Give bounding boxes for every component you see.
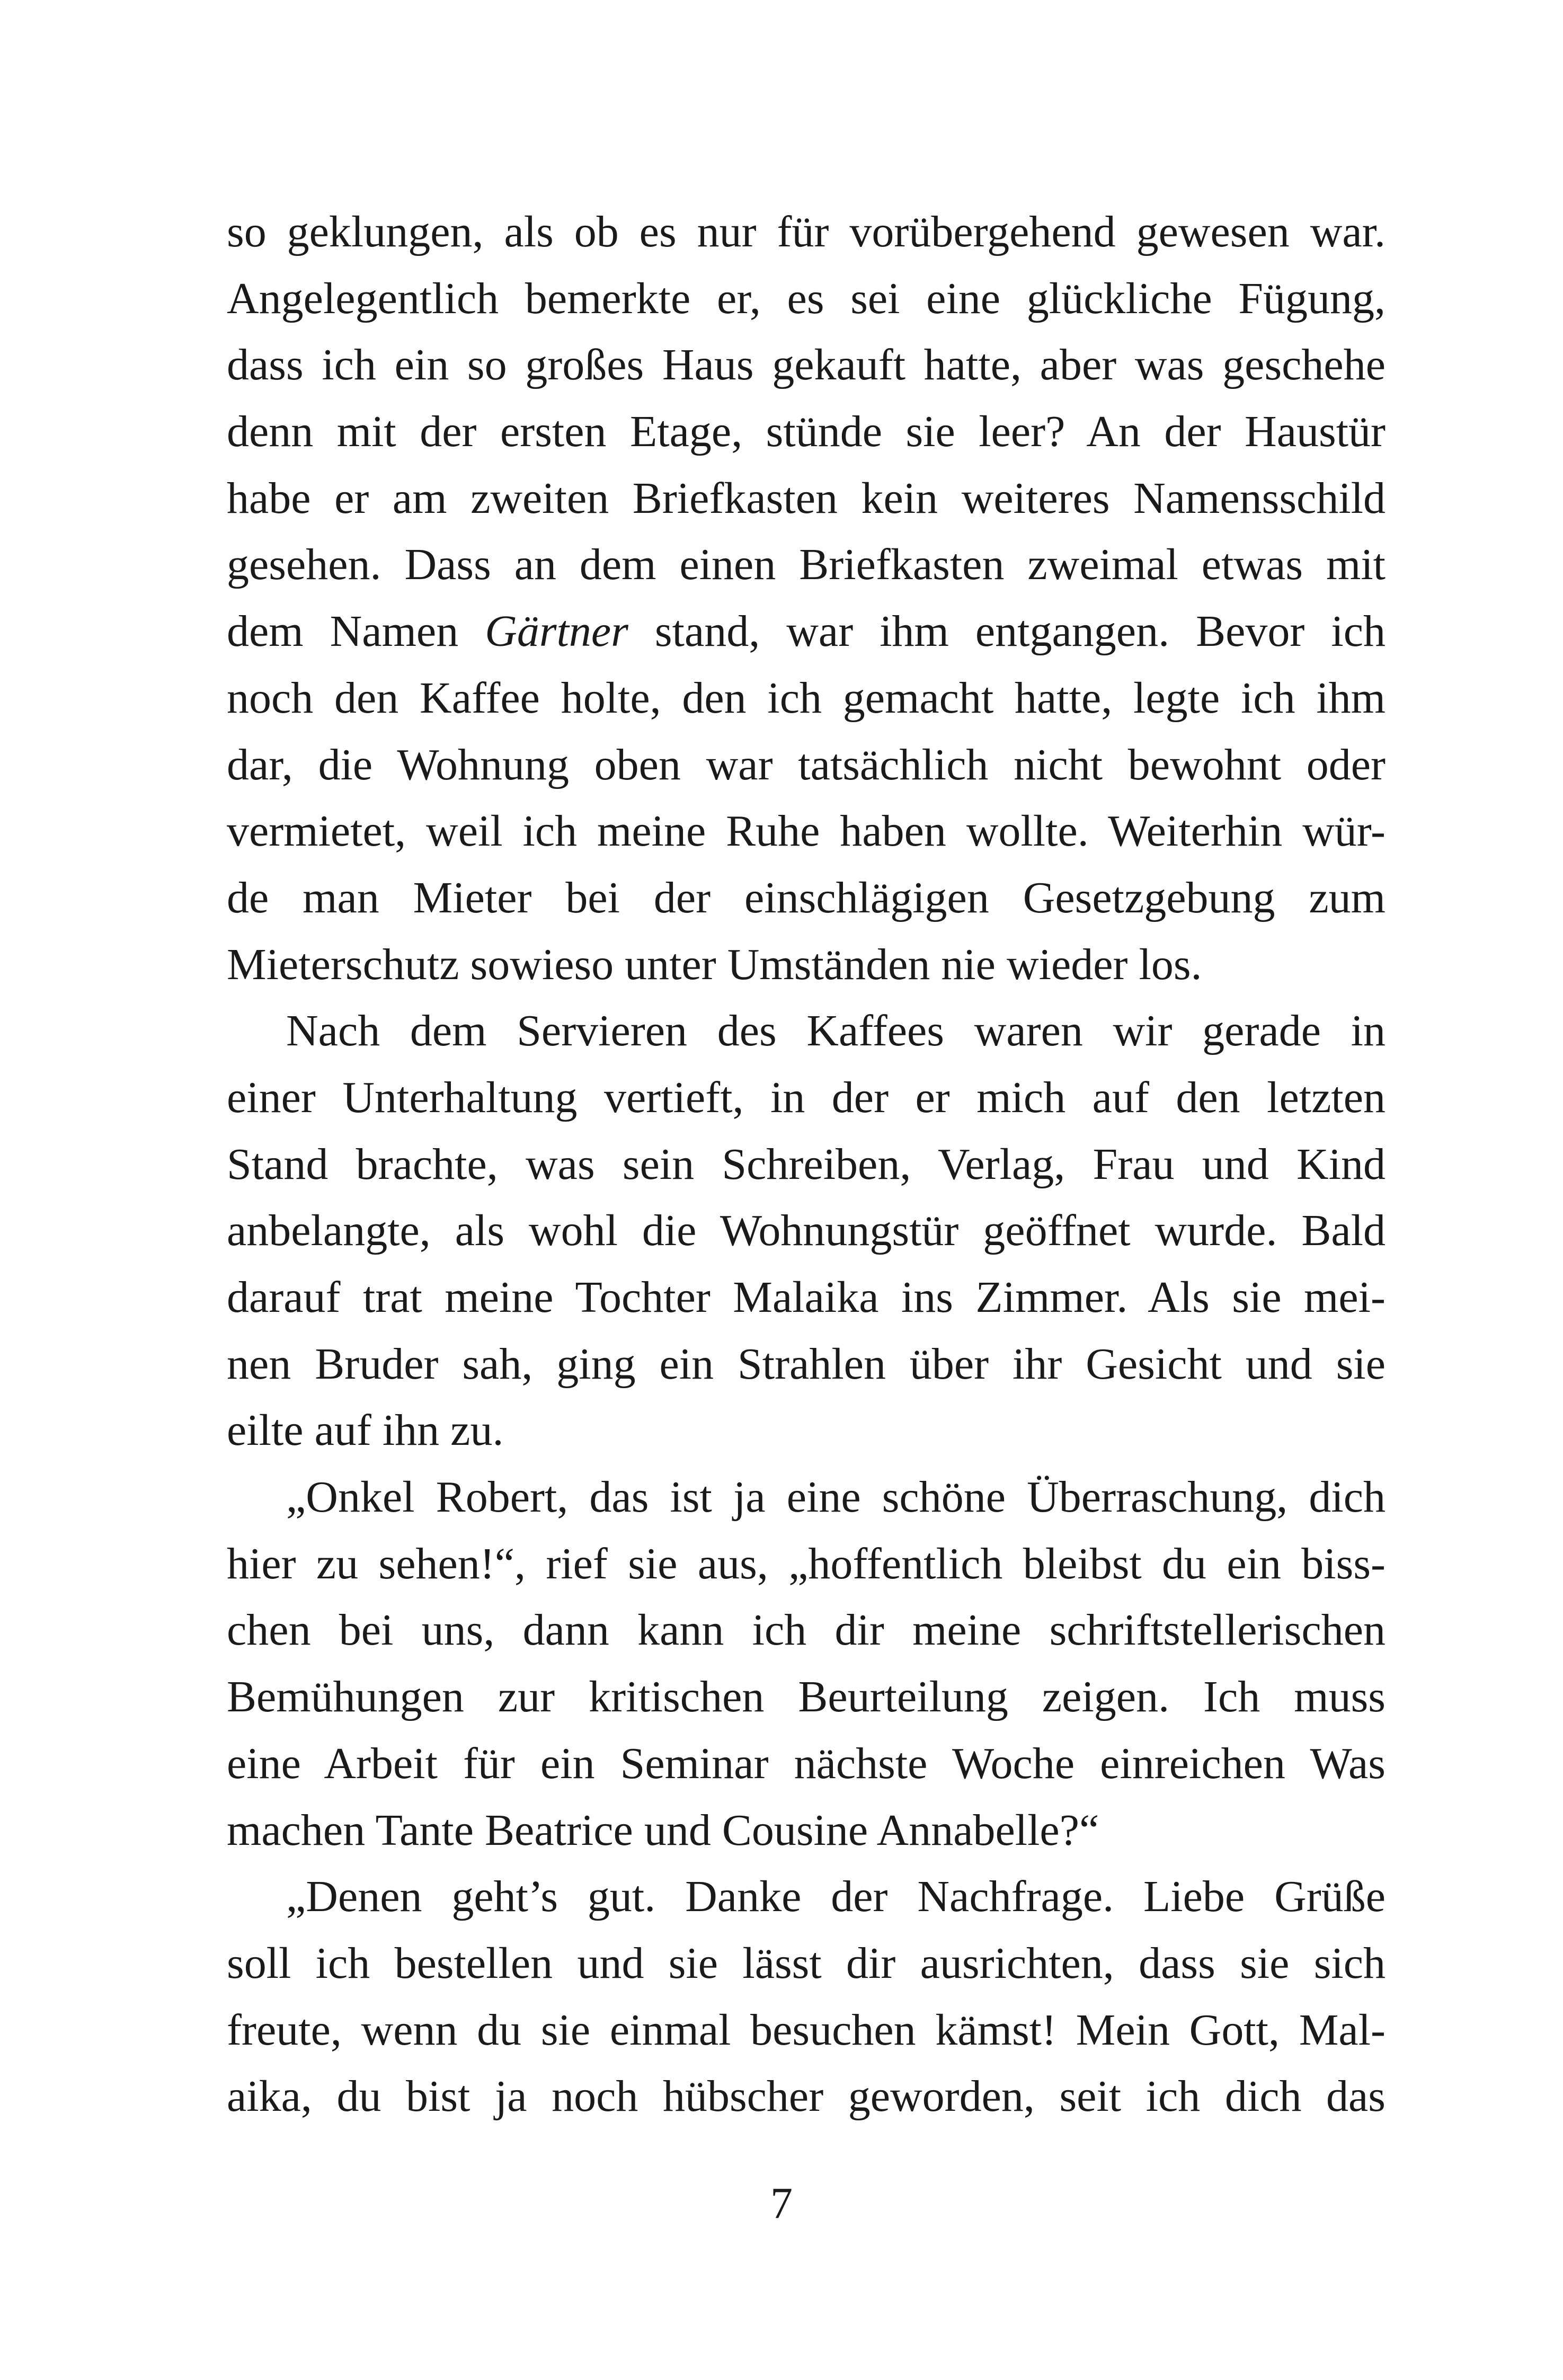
text-line: eine Arbeit für ein Seminar nächste Woche einreichen Was bbox=[227, 1738, 1386, 1788]
paragraph bbox=[227, 1863, 1386, 2130]
text-line: aika, du bist ja noch hübscher geworden, seit ich dich das bbox=[227, 2072, 1386, 2121]
text-line: „Onkel Robert, das ist ja eine schöne Überraschung, dich bbox=[286, 1472, 1386, 1522]
text-line: dar, die Wohnung oben war tatsächlich nicht bewohnt oder bbox=[227, 740, 1386, 789]
text-line: machen Tante Beatrice und Cousine Annabelle?“ bbox=[227, 1805, 1099, 1855]
text-line: einer Unterhaltung vertieft, in der er mich auf den letzten bbox=[227, 1072, 1386, 1122]
text-line: Stand brachte, was sein Schreiben, Verlag, Frau und Kind bbox=[227, 1139, 1386, 1189]
text-line: so geklungen, als ob es nur für vorübergehend gewesen war. bbox=[227, 207, 1386, 256]
text-line: dass ich ein so großes Haus gekauft hatte, aber was geschehe bbox=[227, 340, 1386, 390]
text-line: denn mit der ersten Etage, stünde sie leer? An der Haustür bbox=[227, 407, 1386, 457]
text-line: dem Namen Gärtner stand, war ihm entgangen. Bevor ich bbox=[227, 607, 1386, 656]
body-text bbox=[227, 199, 1386, 2130]
text-line: „Denen geht’s gut. Danke der Nachfrage. Liebe Grüße bbox=[286, 1872, 1386, 1922]
text-line: Nach dem Servieren des Kaffees waren wir gerade in bbox=[286, 1006, 1386, 1056]
text-line: noch den Kaffee holte, den ich gemacht hatte, legte ich ihm bbox=[227, 673, 1386, 723]
paragraph bbox=[227, 1464, 1386, 1863]
paragraph bbox=[227, 199, 1386, 998]
text-line: nen Bruder sah, ging ein Strahlen über ihr Gesicht und sie bbox=[227, 1339, 1386, 1389]
text-line: hier zu sehen!“, rief sie aus, „hoffentlich bleibst du ein biss- bbox=[227, 1539, 1386, 1588]
text-line: soll ich bestellen und sie lässt dir ausrichten, dass sie sich bbox=[227, 1938, 1386, 1988]
paragraph bbox=[227, 998, 1386, 1464]
text-line: Mieterschutz sowieso unter Umständen nie wieder los. bbox=[227, 939, 1202, 989]
text-line: chen bei uns, dann kann ich dir meine schriftstellerischen bbox=[227, 1605, 1386, 1655]
text-line: gesehen. Dass an dem einen Briefkasten zweimal etwas mit bbox=[227, 540, 1386, 590]
text-line: habe er am zweiten Briefkasten kein weiteres Namensschild bbox=[227, 473, 1386, 523]
italic-name: Gärtner bbox=[485, 607, 628, 656]
text-line: vermietet, weil ich meine Ruhe haben wollte. Weiterhin wür- bbox=[227, 806, 1386, 856]
text-line: de man Mieter bei der einschlägigen Gesetzgebung zum bbox=[227, 873, 1386, 922]
page-number: 7 bbox=[770, 2179, 793, 2228]
text-line: freute, wenn du sie einmal besuchen kämst! Mein Gott, Mal- bbox=[227, 2005, 1386, 2055]
text-line: anbelangte, als wohl die Wohnungstür geöffnet wurde. Bald bbox=[227, 1206, 1386, 1256]
text-line: darauf trat meine Tochter Malaika ins Zimmer. Als sie mei- bbox=[227, 1273, 1386, 1322]
text-line: eilte auf ihn zu. bbox=[227, 1406, 504, 1455]
text-line: Angelegentlich bemerkte er, es sei eine glückliche Fügung, bbox=[227, 273, 1386, 323]
text-line: Bemühungen zur kritischen Beurteilung zeigen. Ich muss bbox=[227, 1672, 1386, 1722]
